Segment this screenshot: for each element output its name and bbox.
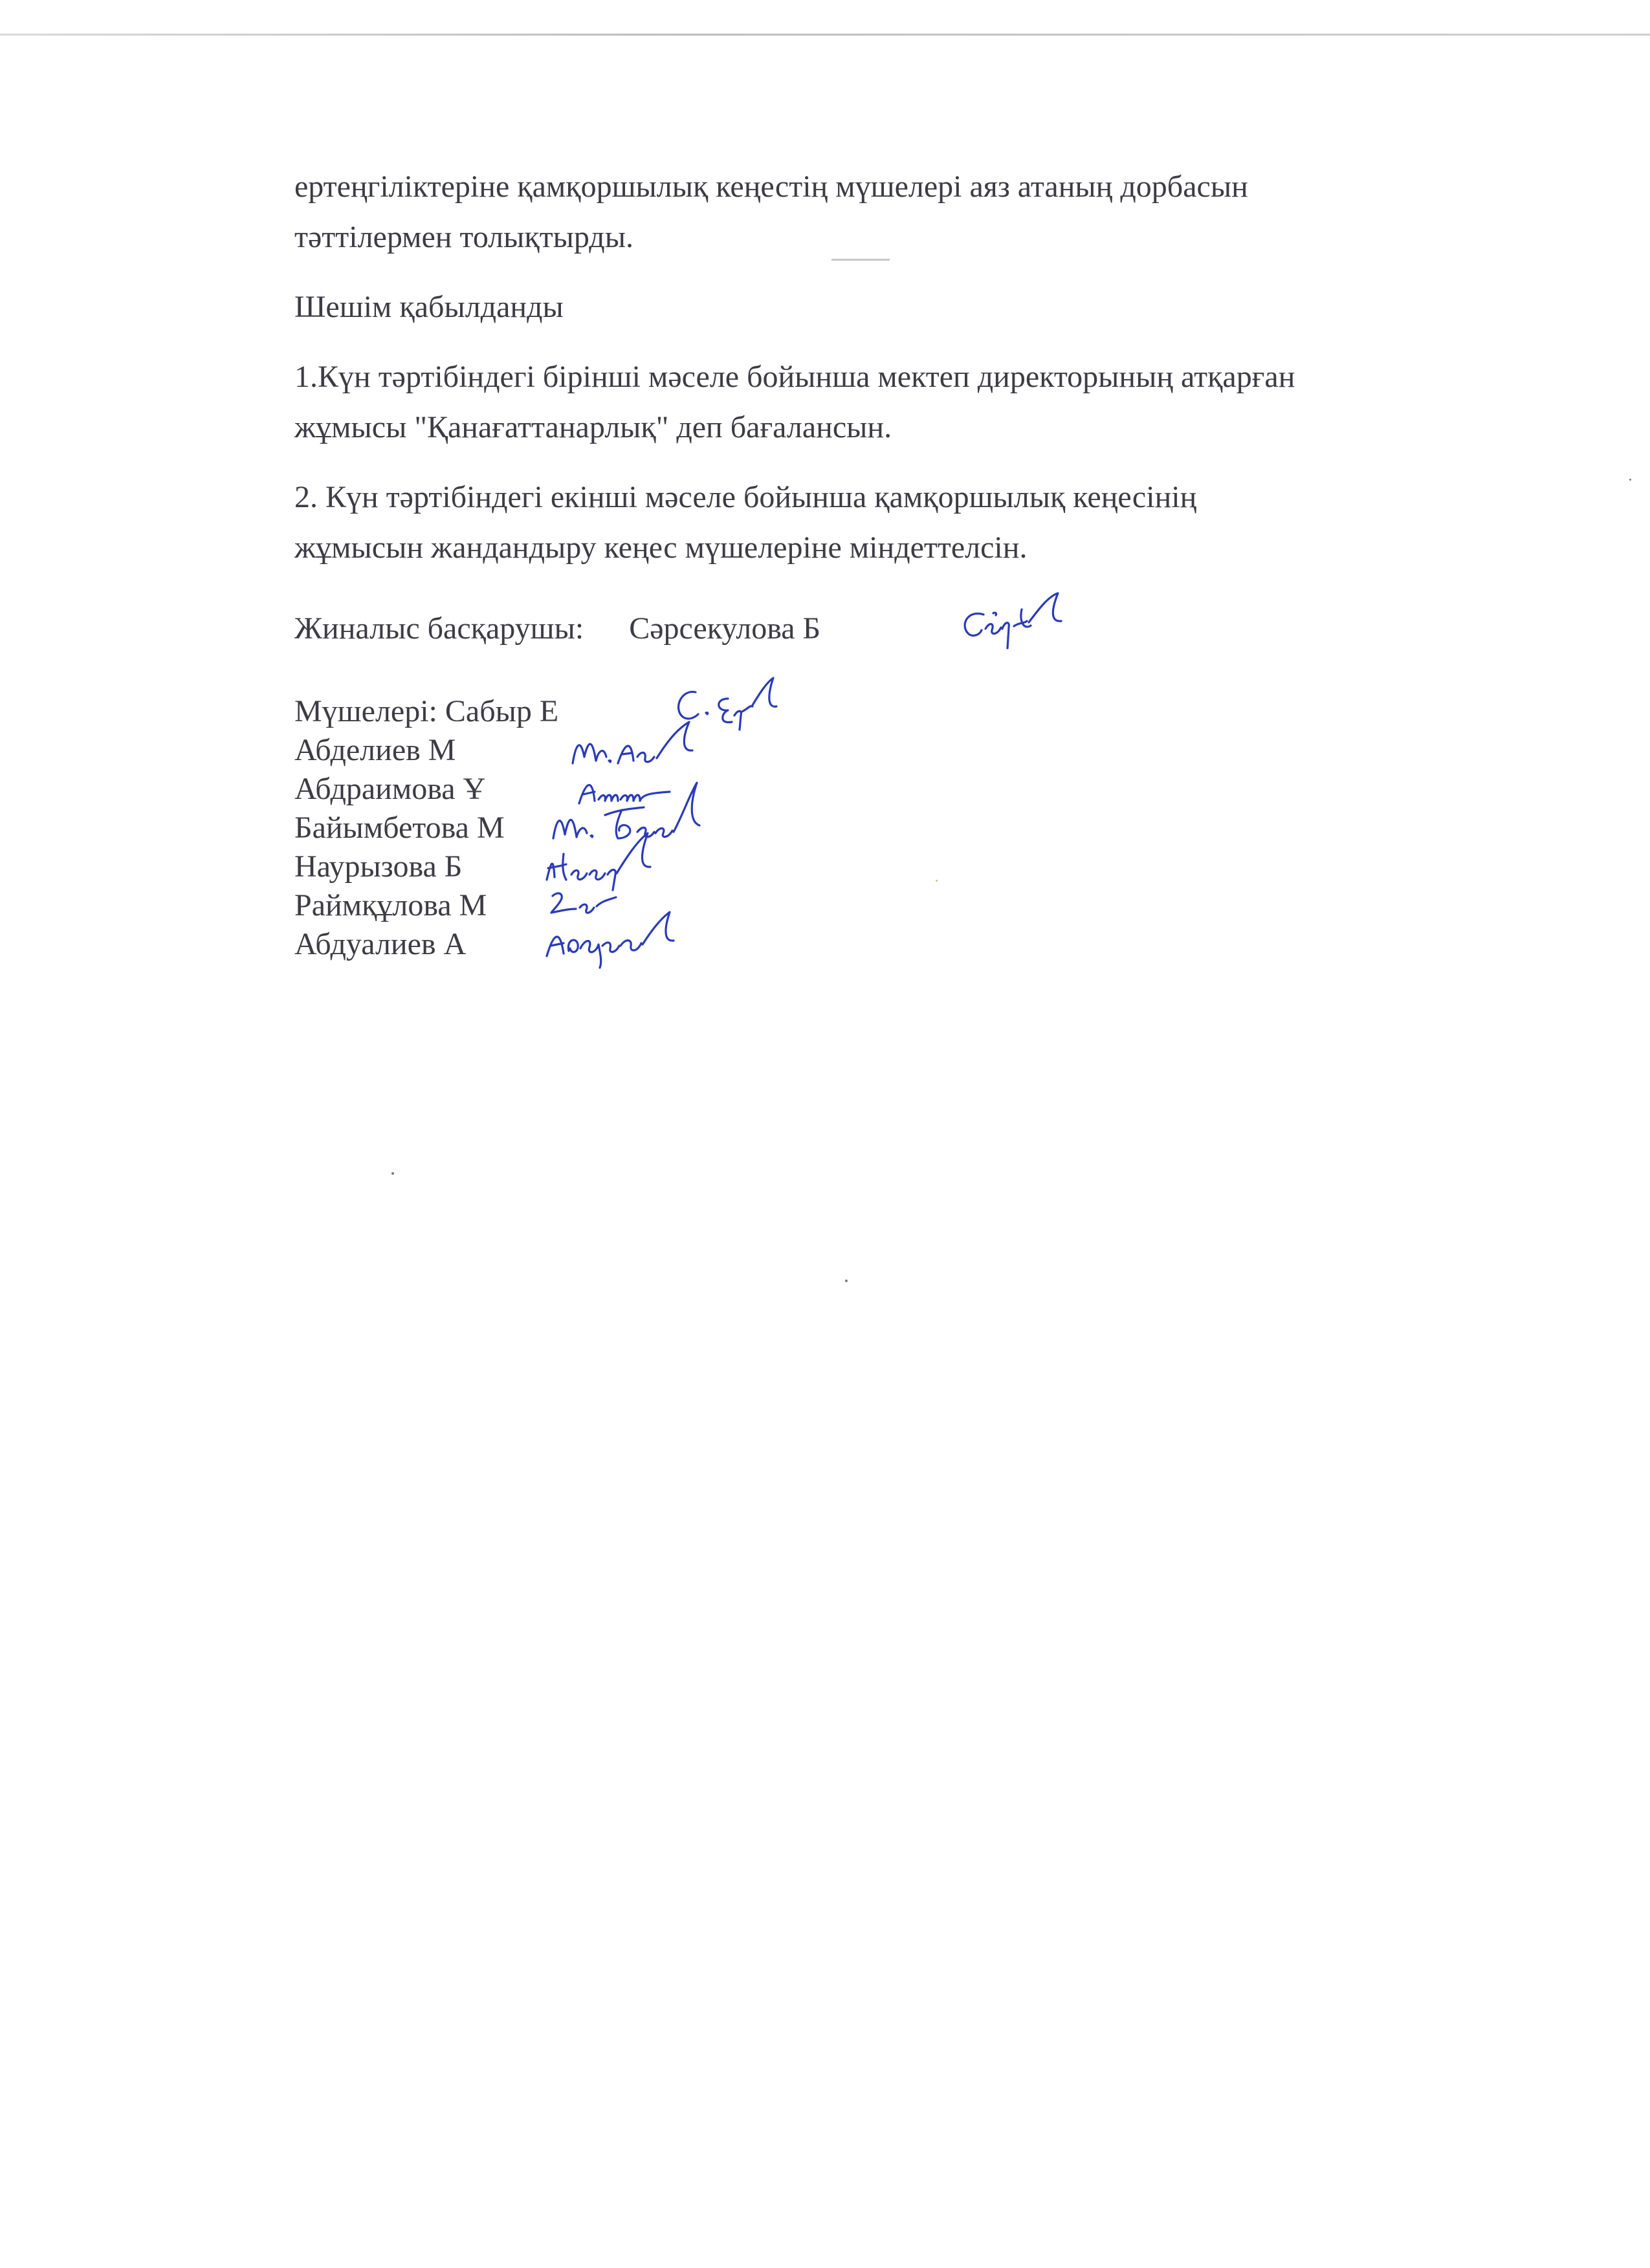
text-line: тәттілермен толықтырды. bbox=[294, 220, 633, 254]
members-label: Мүшелері: bbox=[294, 694, 437, 728]
text-line: ертеңгіліктеріне қамқоршылық кеңестің мүшелері аяз атаның дорбасын bbox=[294, 169, 1248, 204]
member-row bbox=[294, 809, 1556, 847]
member-name: Абдуалиев А bbox=[294, 927, 467, 961]
text-line: жұмысы "Қанағаттанарлық" деп бағалансын. bbox=[294, 410, 892, 444]
member-row bbox=[294, 925, 1556, 964]
member-row bbox=[294, 847, 1556, 886]
chair-signature bbox=[954, 590, 1084, 658]
chair-name: Сәрсекулова Б bbox=[629, 611, 821, 646]
member-name: Байымбетова М bbox=[294, 811, 505, 845]
member-signature bbox=[540, 906, 689, 970]
member-name: Абдраимова Ұ bbox=[294, 772, 486, 806]
member-row bbox=[294, 770, 1556, 809]
decision-heading: Шешім қабылданды bbox=[294, 290, 564, 324]
text-line: 2. Күн тәртібіндегі екінші мәселе бойынша қамқоршылық кеңесінің bbox=[294, 480, 1197, 514]
member-name: Наурызова Б bbox=[294, 849, 463, 884]
chair-label: Жиналыс басқарушы: bbox=[294, 611, 584, 646]
decision-2-paragraph bbox=[294, 472, 1556, 573]
document-page bbox=[294, 162, 1556, 964]
member-name: Раймқұлова М bbox=[294, 888, 487, 922]
member-row bbox=[294, 886, 1556, 925]
scan-top-border bbox=[0, 34, 1650, 36]
decision-1-paragraph bbox=[294, 352, 1556, 453]
members-list bbox=[294, 692, 1556, 964]
text-line: жұмысын жандандыру кеңес мүшелеріне міндеттелсін. bbox=[294, 530, 1028, 565]
intro-paragraph bbox=[294, 162, 1556, 263]
scan-speck bbox=[391, 1172, 394, 1175]
scan-speck bbox=[845, 1280, 848, 1282]
member-name: Абделиев М bbox=[294, 733, 456, 767]
member-row bbox=[294, 731, 1556, 770]
text-line: 1.Күн тәртібіндегі бірінші мәселе бойынша мектеп директорының атқарған bbox=[294, 360, 1295, 394]
scan-speck bbox=[1629, 479, 1631, 481]
chair-row bbox=[294, 603, 1556, 655]
member-row bbox=[294, 692, 1556, 731]
member-name: Сабыр Е bbox=[445, 694, 559, 728]
